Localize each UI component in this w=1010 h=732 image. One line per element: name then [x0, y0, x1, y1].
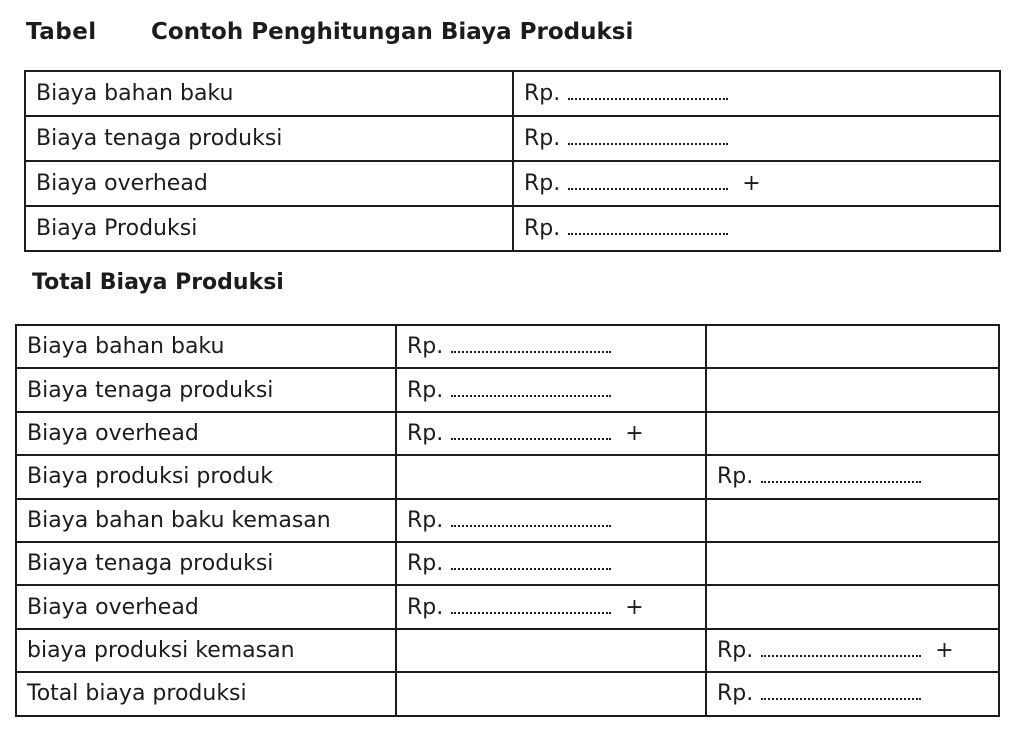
- currency-prefix: Rp.: [717, 464, 754, 490]
- amount-cell: [513, 161, 1000, 206]
- dotted-blank-line: [761, 697, 921, 700]
- subtotal-amount-cell: [706, 542, 999, 585]
- currency-prefix: Rp.: [524, 126, 561, 151]
- dotted-blank-line: [451, 437, 611, 440]
- table-row: [16, 542, 999, 585]
- row-label: Biaya overhead: [16, 585, 396, 628]
- currency-prefix: Rp.: [717, 637, 754, 663]
- amount-cell: [513, 71, 1000, 116]
- subtotal-amount-cell: [706, 368, 999, 411]
- component-amount-cell: [396, 499, 706, 542]
- subtotal-amount-cell: [706, 629, 999, 672]
- table-row: [16, 412, 999, 455]
- row-label: Biaya produksi produk: [16, 455, 396, 498]
- plus-sign: +: [625, 594, 644, 620]
- page-title: Contoh Penghitungan Biaya Produksi: [151, 19, 634, 45]
- amount-cell: [513, 116, 1000, 161]
- currency-prefix: Rp.: [407, 420, 444, 446]
- dotted-blank-line: [451, 567, 611, 570]
- currency-prefix: Rp.: [524, 171, 561, 196]
- table-row: [25, 71, 1000, 116]
- table-row: [25, 206, 1000, 251]
- dotted-blank-line: [568, 97, 728, 100]
- component-amount-cell: [396, 672, 706, 715]
- table-row: [25, 161, 1000, 206]
- row-label: Biaya Produksi: [25, 206, 513, 251]
- production-cost-example-table: [24, 70, 1001, 252]
- subtotal-amount-cell: [706, 325, 999, 368]
- currency-prefix: Rp.: [407, 507, 444, 533]
- plus-sign: +: [935, 637, 954, 663]
- subtotal-amount-cell: [706, 499, 999, 542]
- table-row: [16, 368, 999, 411]
- component-amount-cell: [396, 412, 706, 455]
- table-row: [25, 116, 1000, 161]
- dotted-blank-line: [451, 611, 611, 614]
- currency-prefix: Rp.: [407, 377, 444, 403]
- row-label: Total biaya produksi: [16, 672, 396, 715]
- table-row: [16, 585, 999, 628]
- row-label: Biaya tenaga produksi: [25, 116, 513, 161]
- dotted-blank-line: [451, 524, 611, 527]
- component-amount-cell: [396, 542, 706, 585]
- dotted-blank-line: [568, 142, 728, 145]
- row-label: Biaya overhead: [25, 161, 513, 206]
- dotted-blank-line: [568, 187, 728, 190]
- component-amount-cell: [396, 325, 706, 368]
- currency-prefix: Rp.: [524, 81, 561, 106]
- plus-sign: +: [742, 171, 761, 196]
- table-row: [16, 672, 999, 715]
- table-row: [16, 499, 999, 542]
- row-label: Biaya tenaga produksi: [16, 368, 396, 411]
- subtotal-amount-cell: [706, 412, 999, 455]
- dotted-blank-line: [451, 394, 611, 397]
- row-label: Biaya bahan baku: [25, 71, 513, 116]
- component-amount-cell: [396, 629, 706, 672]
- table-row: [16, 455, 999, 498]
- component-amount-cell: [396, 585, 706, 628]
- row-label: Biaya tenaga produksi: [16, 542, 396, 585]
- table-row: [16, 629, 999, 672]
- dotted-blank-line: [451, 350, 611, 353]
- document-title-row: [26, 14, 633, 50]
- subtotal-amount-cell: [706, 585, 999, 628]
- component-amount-cell: [396, 455, 706, 498]
- currency-prefix: Rp.: [524, 216, 561, 241]
- currency-prefix: Rp.: [407, 594, 444, 620]
- row-label: Biaya bahan baku kemasan: [16, 499, 396, 542]
- section-title-total-production-cost: Total Biaya Produksi: [32, 270, 284, 295]
- subtotal-amount-cell: [706, 672, 999, 715]
- dotted-blank-line: [761, 654, 921, 657]
- currency-prefix: Rp.: [717, 681, 754, 707]
- component-amount-cell: [396, 368, 706, 411]
- table-row: [16, 325, 999, 368]
- dotted-blank-line: [568, 232, 728, 235]
- row-label: biaya produksi kemasan: [16, 629, 396, 672]
- subtotal-amount-cell: [706, 455, 999, 498]
- total-production-cost-table: [15, 324, 1000, 717]
- currency-prefix: Rp.: [407, 334, 444, 360]
- row-label: Biaya bahan baku: [16, 325, 396, 368]
- dotted-blank-line: [761, 480, 921, 483]
- table-tag: Tabel: [26, 19, 97, 45]
- row-label: Biaya overhead: [16, 412, 396, 455]
- plus-sign: +: [625, 420, 644, 446]
- currency-prefix: Rp.: [407, 551, 444, 577]
- amount-cell: [513, 206, 1000, 251]
